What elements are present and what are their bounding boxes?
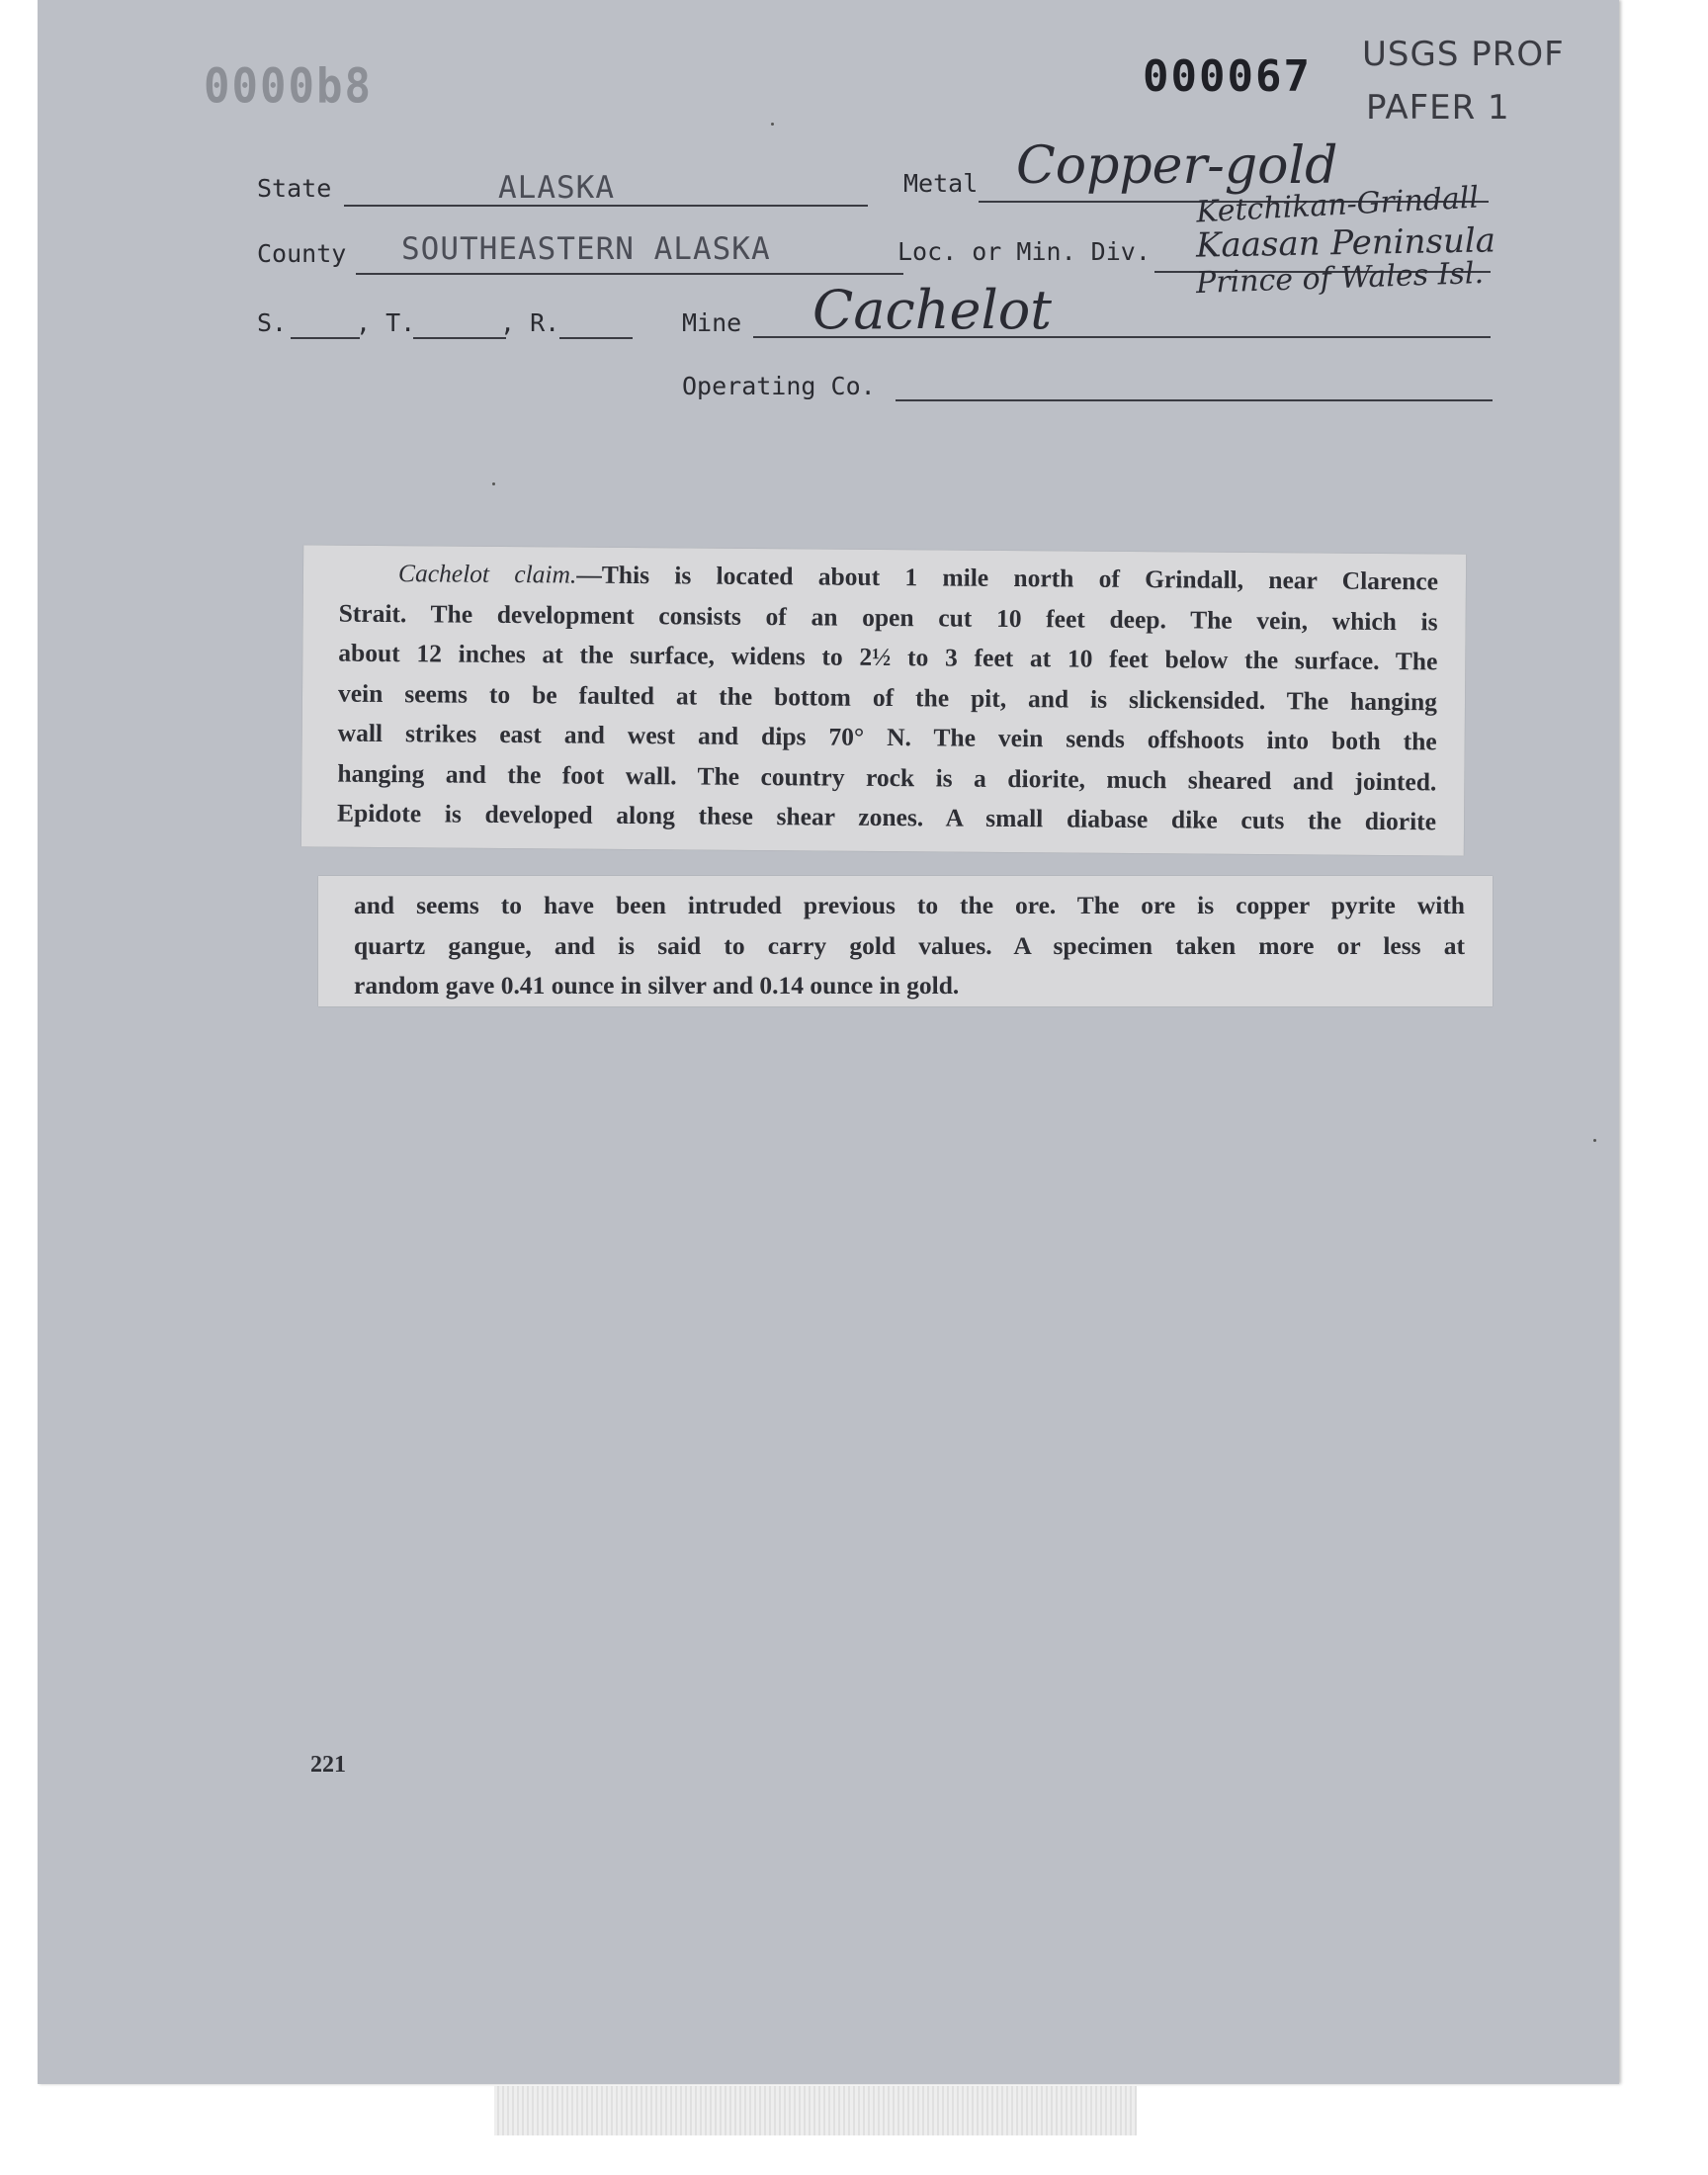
state-value: ALASKA bbox=[498, 170, 615, 206]
speck bbox=[771, 123, 774, 126]
page-number: 221 bbox=[310, 1752, 346, 1778]
text-clipping-part-1 bbox=[301, 545, 1466, 855]
record-number-stamp: 000067 bbox=[1143, 51, 1312, 102]
faded-stamp-number: 0000b8 bbox=[204, 58, 373, 115]
clipping-line-text: —This is located about 1 mile north of Grindall, near Clarence bbox=[576, 560, 1439, 596]
loc-line-3-handwritten: Prince of Wales Isl. bbox=[1195, 255, 1485, 302]
clipping-line: Epidote is developed along these shear zones. A small diabase dike cuts the diorite bbox=[336, 798, 1437, 836]
clipping-line: vein seems to be faulted at the bottom of the pit, and is slickensided. The hanging bbox=[337, 678, 1438, 716]
series-line-2: PAFER 1 bbox=[1366, 88, 1510, 128]
speck bbox=[492, 482, 495, 485]
clipping-line: random gave 0.41 ounce in silver and 0.14 ounce in gold. bbox=[354, 971, 960, 1000]
metal-label: Metal bbox=[903, 169, 979, 198]
clipping-line: and seems to have been intruded previous to the ore. The ore is copper pyrite with bbox=[354, 891, 1465, 919]
operating-co-underline bbox=[896, 399, 1493, 401]
mine-label: Mine bbox=[682, 308, 742, 337]
scan-bottom-edge bbox=[494, 2086, 1137, 2135]
county-underline bbox=[356, 273, 903, 275]
loc-line-2-handwritten: Kaasan Peninsula bbox=[1195, 220, 1496, 266]
range-underline bbox=[559, 337, 633, 339]
township-label: , T. bbox=[356, 308, 416, 337]
state-label: State bbox=[257, 174, 332, 203]
clipping-lead-italic: Cachelot claim. bbox=[397, 559, 577, 589]
clipping-line: hanging and the foot wall. The country rock is a diorite, much sheared and jointed. bbox=[337, 758, 1437, 796]
county-value: SOUTHEASTERN ALASKA bbox=[401, 231, 771, 267]
clipping-line: wall strikes east and west and dips 70° N. The vein sends offshoots into both the bbox=[337, 718, 1437, 756]
township-underline bbox=[413, 337, 506, 339]
clipping-line: Strait. The development consists of an open cut 10 feet deep. The vein, which is bbox=[338, 598, 1438, 636]
clipping-line: about 12 inches at the surface, widens to 2½ to 3 feet at 10 feet below the surface. The bbox=[338, 638, 1438, 676]
range-label: , R. bbox=[500, 308, 560, 337]
mine-value-handwritten: Cachelot bbox=[812, 279, 1052, 341]
metal-value-handwritten: Copper-gold bbox=[1016, 136, 1338, 196]
section-label: S. bbox=[257, 308, 288, 337]
operating-co-label: Operating Co. bbox=[682, 372, 876, 400]
loc-line-1-handwritten: Ketchikan-Grindall bbox=[1195, 180, 1480, 230]
speck bbox=[1593, 1139, 1596, 1142]
text-clipping-part-2 bbox=[318, 876, 1493, 1006]
section-underline bbox=[291, 337, 360, 339]
county-label: County bbox=[257, 239, 347, 268]
document-page bbox=[38, 0, 1619, 2084]
series-line-1: USGS PROF bbox=[1362, 35, 1565, 74]
clipping-line: quartz gangue, and is said to carry gold values. A specimen taken more or less at bbox=[354, 930, 1465, 960]
loc-label: Loc. or Min. Div. bbox=[897, 237, 1151, 266]
series-label bbox=[1362, 28, 1565, 134]
